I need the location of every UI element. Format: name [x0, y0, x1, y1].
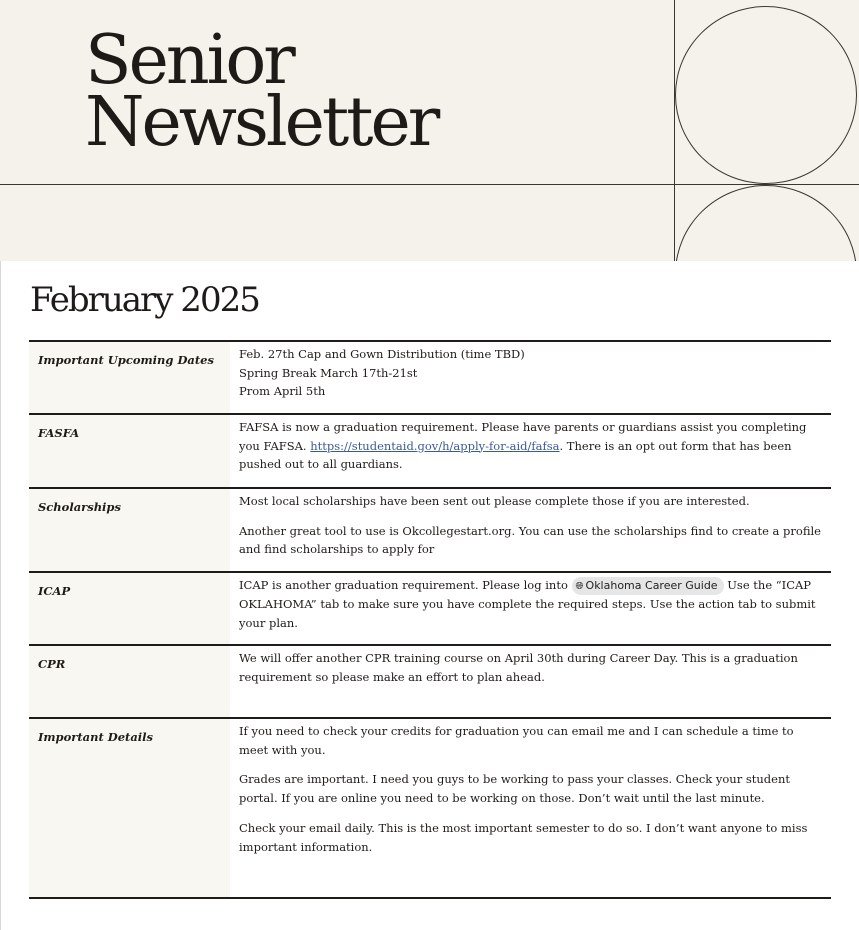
date-line: Spring Break March 17th-21st	[239, 365, 418, 380]
table-row	[29, 488, 831, 572]
row-content-fafsa	[230, 414, 831, 488]
decorative-circle-bottom	[675, 185, 857, 261]
row-label-scholarships: Scholarships	[29, 488, 230, 572]
row-label-dates: Important Upcoming Dates	[29, 341, 230, 414]
scholarships-paragraph-2: Another great tool to use is Okcollegestart.org. You can use the scholarships find to create a profile and find scholarships to apply for	[239, 523, 821, 556]
row-label-fafsa: FASFA	[29, 414, 230, 488]
career-guide-chip[interactable]	[572, 577, 724, 595]
row-label-details: Important Details	[29, 718, 230, 898]
table-row	[29, 718, 831, 898]
table-row	[29, 572, 831, 645]
icap-text-before: ICAP is another graduation requirement. Please log into	[239, 578, 572, 592]
row-content-details	[230, 718, 831, 898]
scholarships-paragraph-1: Most local scholarships have been sent out please complete those if you are interested.	[239, 494, 750, 508]
fafsa-text-before: FAFSA is now a graduation requirement. Please have parents or guardians assist you completing you FAFSA.	[239, 420, 807, 453]
title-line-1: Senior	[85, 21, 293, 100]
header-vertical-rule	[674, 0, 675, 261]
icap-text-after: Use the “ICAP OKLAHOMA” tab to make sure you have complete the required steps. Use the action tab to submit your plan.	[239, 578, 816, 630]
icap-text	[239, 576, 821, 632]
date-line: Feb. 27th Cap and Gown Distribution (time TBD)	[239, 347, 525, 361]
row-content-cpr	[230, 645, 831, 718]
header-horizontal-rule	[0, 184, 859, 185]
details-paragraph-3: Check your email daily. This is the most important semester to do so. I don’t want anyone to miss important information.	[239, 821, 808, 854]
globe-icon: 🌐︎	[575, 581, 584, 592]
newsletter-title	[85, 21, 438, 162]
row-content-icap	[230, 572, 831, 645]
details-paragraph-2: Grades are important. I need you guys to be working to pass your classes. Check your student portal. If you are online you need to be working on those. Don’t wait until the last minute.	[239, 772, 790, 805]
row-label-cpr: CPR	[29, 645, 230, 718]
decorative-circle-top	[675, 6, 857, 184]
details-paragraph-1: If you need to check your credits for graduation you can email me and I can schedule a time to meet with you.	[239, 724, 794, 757]
table-row	[29, 341, 831, 414]
newsletter-header	[0, 0, 859, 261]
chip-label: Oklahoma Career Guide	[585, 579, 718, 592]
fafsa-link[interactable]: https://studentaid.gov/h/apply-for-aid/fafsa	[310, 438, 560, 453]
cpr-text: We will offer another CPR training course on April 30th during Career Day. This is a graduation requirement so please make an effort to plan ahead.	[239, 651, 798, 684]
title-line-2: Newsletter	[85, 83, 438, 162]
row-label-icap: ICAP	[29, 572, 230, 645]
table-row	[29, 414, 831, 488]
fafsa-text-after: . There is an opt out form that has been pushed out to all guardians.	[239, 438, 792, 471]
page-edge	[0, 261, 1, 930]
row-content-scholarships	[230, 488, 831, 572]
newsletter-table	[29, 340, 831, 899]
fafsa-text	[239, 418, 821, 474]
date-line: Prom April 5th	[239, 384, 326, 398]
month-heading: February 2025	[30, 280, 259, 320]
row-content-dates	[230, 341, 831, 414]
table-row	[29, 645, 831, 718]
